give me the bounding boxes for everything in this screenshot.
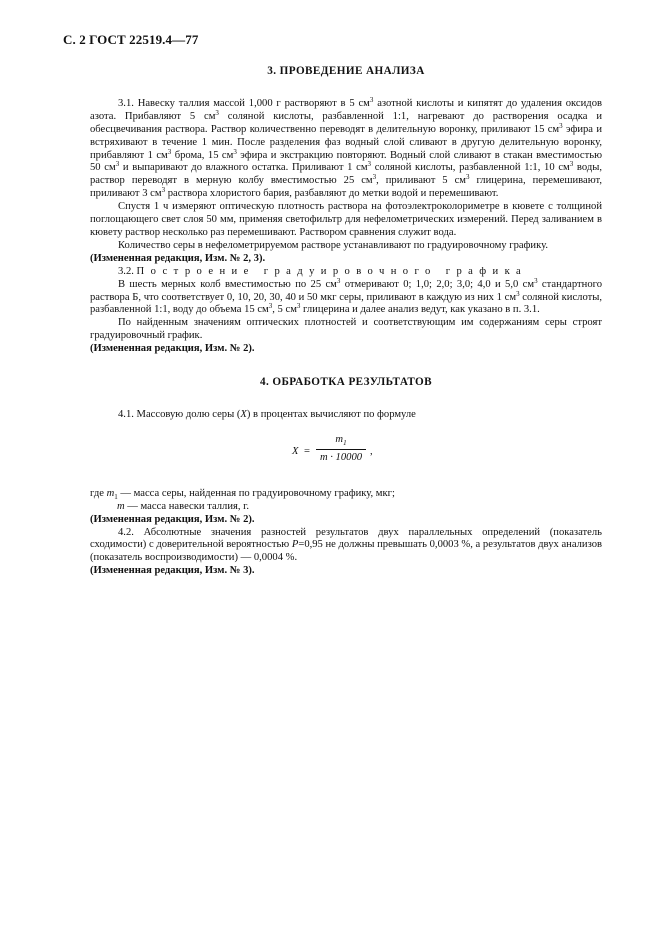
text-run: — масса серы, найденная по градуировочному графику, мкг; xyxy=(117,487,395,499)
text-run: 4.2. Абсолютные значения разностей результатов двух параллельных определений (показатель сходимости) с доверительной вероятностью xyxy=(90,526,602,551)
superscript: 3 xyxy=(516,289,520,298)
superscript: 3 xyxy=(268,302,273,311)
formula-numerator xyxy=(316,434,366,447)
text-run: и выпаривают до влажного остатка. Приливают 1 см xyxy=(119,162,368,174)
superscript: 3 xyxy=(559,121,563,130)
superscript: 3 xyxy=(466,173,470,182)
superscript: 3 xyxy=(336,276,341,285)
text-run: =0,95 не должны превышать 0,0003 %, а результатов двух анализов (показатель воспроизводимости) — 0,0004 %. xyxy=(90,539,602,564)
superscript: 3 xyxy=(569,160,574,169)
numerator-var: m xyxy=(335,433,344,445)
text-run: 3.1. Навеску таллия массой 1,000 г растворяют в 5 см xyxy=(118,97,370,109)
superscript: 3 xyxy=(372,173,377,182)
text-run: где xyxy=(90,487,107,499)
text-run: соляной кислоты, разбавленной 1:1, воду до объема 15 см xyxy=(90,291,602,316)
superscript: 3 xyxy=(534,276,538,285)
text-run: брома, 15 см xyxy=(171,149,234,161)
formula-fraction xyxy=(316,434,366,465)
paragraph-3-1-quantity: Количество серы в нефелометрируемом растворе устанавливают по градуировочному графику. xyxy=(118,239,548,251)
text-run: глицерина, перемешивают, приливают 3 см xyxy=(90,175,602,200)
variable-m1: m xyxy=(106,487,115,499)
text-run: 4.1. Массовую долю серы ( xyxy=(118,408,241,420)
superscript: 3 xyxy=(115,160,120,169)
formula-equals: = xyxy=(304,445,310,457)
section-4-title: 4. ОБРАБОТКА РЕЗУЛЬТАТОВ xyxy=(260,376,432,389)
text-run: соляной кислоты, разбавленной 1:1, нагревают до растворения осадка и обесцвечивания раствора. Раствор количественно переводят в делительную воронку, приливают 15 см xyxy=(90,110,602,135)
text-run: стандартного раствора Б, что соответствует 0, 10, 20, 30, 40 и 50 мкг серы, приливают в каждую из них 1 см xyxy=(90,278,602,303)
variable-p: Р xyxy=(291,539,299,551)
clause-title: Построение градуировочного графика xyxy=(136,265,528,277)
document-body xyxy=(90,60,602,578)
paragraph-4-2 xyxy=(90,527,602,566)
paragraph-3-2-graph: По найденным значениям оптических плотностей и соответствующим им содержаниям серы строят градуировочный график. xyxy=(90,317,602,342)
where-line-2 xyxy=(90,501,602,514)
superscript: 3 xyxy=(215,108,219,117)
variable-x: X xyxy=(240,408,247,420)
text-run: азотной кислоты и кипятят до удаления оксидов азота. Прибавляют 5 см xyxy=(90,97,602,122)
superscript: 3 xyxy=(233,147,237,156)
subscript: 1 xyxy=(114,492,118,501)
formula-lhs: X xyxy=(292,445,299,457)
edit-note: (Измененная редакция, Изм. № 3). xyxy=(90,565,255,577)
superscript: 3 xyxy=(167,147,172,156)
paragraph-3-2 xyxy=(90,276,602,318)
text-run: ) в процентах вычисляют по формуле xyxy=(246,408,416,420)
text-run: глицерина и далее анализ ведут, как указано в п. 3.1. xyxy=(300,304,540,316)
clause-number: 3.2. xyxy=(118,265,134,277)
text-run: , 5 см xyxy=(272,304,297,316)
paragraph-4-1 xyxy=(90,409,602,422)
text-run: — масса навески таллия, г. xyxy=(124,500,249,512)
edit-note: (Измененная редакция, Изм. № 2). xyxy=(90,513,255,525)
edit-note: (Измененная редакция, Изм. № 2). xyxy=(90,343,255,355)
denominator: m · 10000 xyxy=(319,451,363,463)
superscript: 3 xyxy=(369,95,374,104)
formula-denominator xyxy=(316,452,366,465)
paragraph-3-1-measure: Спустя 1 ч измеряют оптическую плотность раствора на фотоэлектроколориметре в кювете с толщиной поглощающего свет слоя 50 мм, применяя светофильтр для нефелометрических измерений. Перед заливанием в кювету раствор несколько раз перемешивают. Раствором сравнения служит вода. xyxy=(90,201,602,238)
fraction-bar xyxy=(316,449,366,450)
text-run: эфира и встряхивают в течение 1 мин. После разделения фаз водный слой сливают в другую делительную воронку, прибавляют 1 см xyxy=(90,123,602,161)
formula-comma: , xyxy=(370,445,373,457)
text-run: , приливают 5 см xyxy=(376,175,466,187)
text-run: отмеривают 0; 1,0; 2,0; 3,0; 4,0 и 5,0 см xyxy=(340,278,535,290)
text-run: соляной кислоты, разбавленной 1:1, 10 см xyxy=(371,162,570,174)
text-run: В шесть мерных колб вместимостью по 25 см xyxy=(118,278,337,290)
variable-m: m xyxy=(117,500,125,512)
superscript: 3 xyxy=(296,302,301,311)
edit-note: (Измененная редакция, Изм. № 2, 3). xyxy=(90,252,266,264)
section-3-title: 3. ПРОВЕДЕНИЕ АНАЛИЗА xyxy=(267,65,425,77)
text-run: эфира и экстракцию повторяют. Водный слой сливают в стакан вместимостью 50 см xyxy=(90,149,602,174)
text-run: раствора хлористого бария, разбавляют до метки водой и перемешивают. xyxy=(165,188,499,200)
page-header: С. 2 ГОСТ 22519.4—77 xyxy=(63,32,199,47)
superscript: 3 xyxy=(367,160,372,169)
paragraph-3-1 xyxy=(90,95,602,201)
paragraph-3-2-heading xyxy=(90,266,602,279)
where-line-1 xyxy=(90,488,602,501)
superscript: 3 xyxy=(161,186,166,195)
formula xyxy=(90,434,602,478)
text-run: воды, раствор переводят в мерную колбу вместимостью 25 см xyxy=(90,162,602,187)
subscript: 1 xyxy=(343,438,347,447)
